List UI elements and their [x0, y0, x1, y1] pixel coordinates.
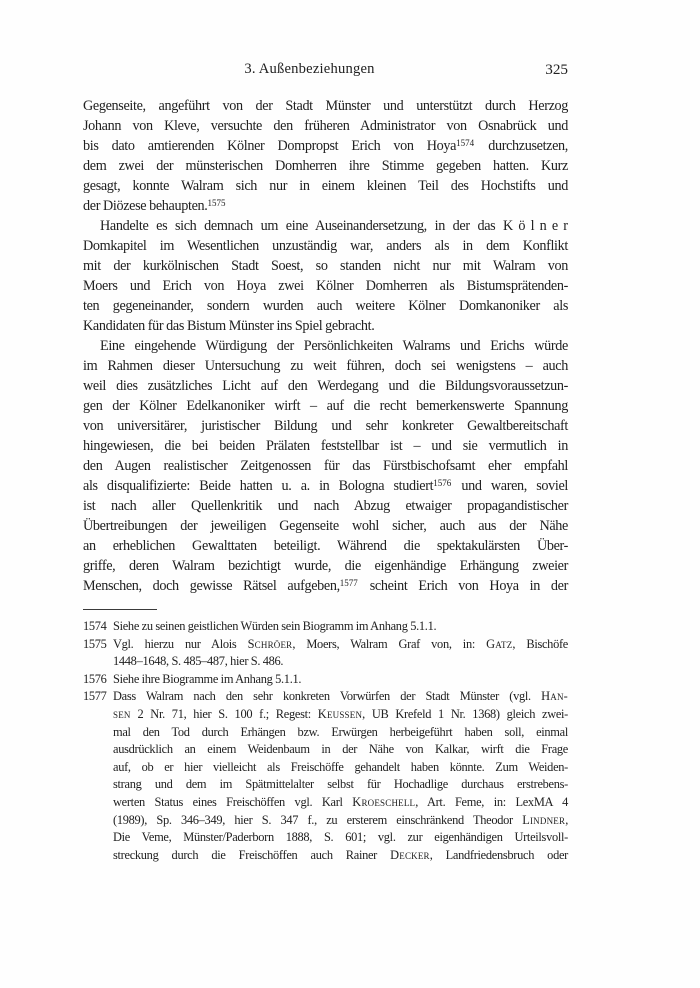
- text-line: griffe, deren Walram bezichtigt wurde, die eigenhändige Erhängung zweier: [83, 558, 568, 574]
- footnote-ref: 1574: [456, 137, 475, 148]
- small-caps-name: sen: [113, 706, 131, 721]
- footnote-separator: [83, 609, 157, 610]
- text-line: Übertreibungen der jeweiligen Gegenseite wohl sicher, auch aus der Nähe: [83, 518, 568, 534]
- footnote-line: Siehe ihre Biogramme im Anhang 5.1.1.: [113, 671, 302, 686]
- footnote-ref: 1575: [207, 197, 226, 208]
- section-heading: 3. Außenbeziehungen: [244, 61, 375, 77]
- small-caps-name: Keussen: [317, 706, 363, 721]
- text-line: an erheblichen Gewalttaten beteiligt. Während die spektakulärsten Über-: [83, 538, 568, 554]
- small-caps-name: Han-: [541, 689, 568, 704]
- text-line: mit der kurkölnischen Stadt Soest, so standen nicht nur mit Walram von: [83, 258, 568, 274]
- text-line: Moers und Erich von Hoya zwei Kölner Domherren als Bistumsprätenden-: [83, 278, 568, 294]
- small-caps-name: Decker: [390, 847, 430, 862]
- text-line: der Diözese behaupten.$^{1575}$: [83, 197, 226, 214]
- text-line: ist nach aller Quellenkritik und nach Abzug etwaiger propagandistischer: [83, 498, 568, 514]
- footnote: [83, 618, 568, 636]
- text-line: Menschen, doch gewisse Rätsel aufgeben,$^{1577}$ scheint Erich von Hoya in der: [83, 577, 568, 594]
- footnotes: [83, 618, 568, 864]
- footnote-text: [113, 688, 568, 864]
- footnote-text: [113, 671, 568, 689]
- text-line: ten gegeneinander, sondern wurden auch weitere Kölner Domkanoniker als: [83, 298, 568, 314]
- footnote-number: 1576: [83, 671, 107, 686]
- text-line: gesagt, konnte Walram sich nur in einem kleinen Teil des Hochstifts und: [83, 178, 568, 194]
- text-line: als disqualifizierte: Beide hatten u. a. in Bologna studiert$^{1576}$ und waren, soviel: [83, 477, 568, 494]
- text-line: dem zwei der münsterischen Domherren ihre Stimme gegeben hatten. Kurz: [83, 158, 568, 174]
- text-line: Johann von Kleve, versuchte den früheren Administrator von Osnabrück und: [83, 118, 568, 134]
- footnote-line: sen 2 Nr. 71, hier S. 100 f.; Regest: Keussen, UB Krefeld 1 Nr. 1368) gleich zwei-: [113, 706, 569, 721]
- footnote-line: werten Status eines Freischöffen vgl. Karl Kroeschell, Art. Feme, in: LexMA 4: [113, 794, 569, 809]
- footnote-number: 1574: [83, 619, 107, 633]
- running-header: [83, 0, 568, 78]
- footnote-line: streckung durch die Freischöffen auch Rainer Decker, Landfriedensbruch oder: [113, 847, 568, 862]
- footnote-line: mal den Tod durch Erhängen bzw. Erwürgen herbeigeführt haben soll, einmal: [113, 724, 568, 739]
- footnote-line: Dass Walram nach den sehr konkreten Vorwürfen der Stadt Münster (vgl. Han-: [113, 689, 568, 704]
- page-content: [83, 0, 574, 864]
- footnote-line: Siehe zu seinen geistlichen Würden sein Biogramm im Anhang 5.1.1.: [113, 619, 437, 633]
- text-line: Gegenseite, angeführt von der Stadt Münster und unterstützt durch Herzog: [83, 98, 568, 114]
- footnote-line: Die Veme, Münster/Paderborn 1888, S. 601; vgl. zur eigenhändigen Urteilsvoll-: [113, 830, 568, 845]
- footnote-number: 1575: [83, 636, 107, 651]
- footnote-ref: 1576: [433, 477, 452, 488]
- footnote-text: [113, 618, 568, 636]
- text-line: Domkapitel im Wesentlichen unzuständig war, anders als in dem Konflikt: [83, 238, 568, 254]
- text-line: bis dato amtierenden Kölner Dompropst Erich von Hoya$^{1574}$ durchzusetzen,: [83, 137, 568, 154]
- text-line: hingewiesen, die bei beiden Prälaten feststellbar ist – und sie vermutlich in: [83, 438, 568, 454]
- footnote: [83, 671, 568, 689]
- paragraph: [83, 216, 574, 336]
- footnote: [83, 688, 568, 864]
- footnote-line: Vgl. hierzu nur Alois Schröer, Moers, Walram Graf von, in: Gatz, Bischöfe: [113, 636, 568, 651]
- text-line: weil dies zusätzliches Licht auf den Werdegang und die Bildungsvoraussetzun-: [83, 378, 568, 394]
- small-caps-name: Schröer: [247, 636, 293, 651]
- footnote-text: [113, 636, 568, 671]
- text-line: Kandidaten für das Bistum Münster ins Spiel gebracht.: [83, 318, 375, 334]
- letterspaced-word: Kölner: [503, 218, 574, 234]
- footnote-line: auf, ob er hier vielleicht als Freischöffe gehandelt haben könnte. Zum Weiden-: [113, 759, 568, 774]
- text-line: im Rahmen dieser Untersuchung zu weit führen, doch sei wenigstens – auch: [83, 358, 568, 374]
- footnote-line: ausdrücklich an einem Weidenbaum in der Nähe von Kalkar, wirft die Frage: [113, 742, 568, 757]
- small-caps-name: Gatz: [486, 636, 513, 651]
- body-text: [83, 96, 574, 596]
- footnote-line: strang und dem im Spätmittelalter selbst für Hochadlige durchaus erstrebens-: [113, 777, 568, 792]
- paragraph: [83, 336, 568, 596]
- footnote-number: 1577: [83, 689, 107, 704]
- text-line: gen der Kölner Edelkanoniker wirft – auf die recht bemerkenswerte Spannung: [83, 398, 568, 414]
- text-line: Eine eingehende Würdigung der Persönlichkeiten Walrams und Erichs würde: [100, 338, 568, 354]
- text-line: Handelte es sich demnach um eine Auseinandersetzung, in der das Kölner: [100, 218, 574, 234]
- footnote-ref: 1577: [339, 577, 358, 588]
- footnote: [83, 636, 568, 671]
- small-caps-name: Kroeschell: [352, 794, 416, 809]
- footnote-line: 1448–1648, S. 485–487, hier S. 486.: [113, 654, 284, 669]
- footnote-line: (1989), Sp. 346–349, hier S. 347 f., zu ersterem einschränkend Theodor Lindner,: [113, 812, 568, 827]
- small-caps-name: Lindner: [522, 812, 566, 827]
- text-line: den Augen realistischer Zeitgenossen für das Fürstbischofsamt eher empfahl: [83, 458, 568, 474]
- text-line: von universitärer, juristischer Bildung und sehr konkreter Gewaltbereitschaft: [83, 418, 568, 434]
- paragraph: [83, 96, 568, 216]
- page-number: 325: [545, 61, 568, 78]
